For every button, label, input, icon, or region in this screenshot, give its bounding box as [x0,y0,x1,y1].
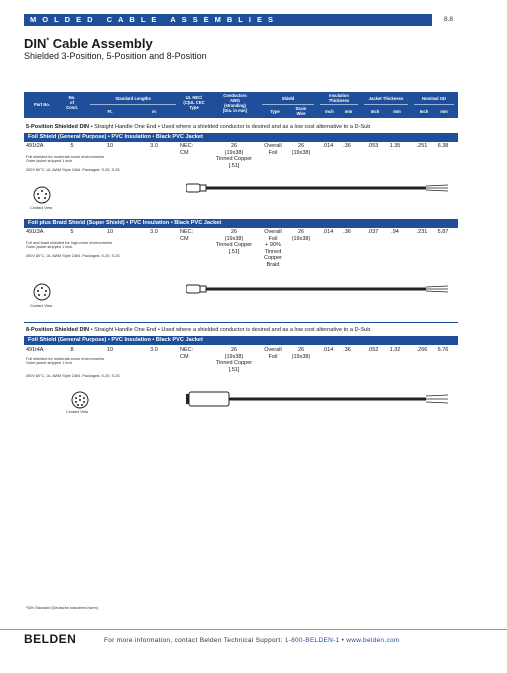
page-subtitle: Shielded 3-Position, 5-Position and 8-Position [24,51,207,61]
col-od-mm: mm [440,109,448,114]
contact-view-icon [32,185,52,205]
col-ins-mm: mm [344,109,353,114]
col-conductors: Conductors AWG (stranding) [Dia. in mm] [223,93,247,113]
col-insulation: Insulation Thickness [328,93,350,103]
table-row: 491t2A 5 10 3.0 NEC: CM 26 (19x38) Tinned Copper [.51] Overall Foil 26 (19x38) .014 .36 .053 1.35 .251 6.38 Foil shielded for moderate-noise environments. Outer jacket stripped 1 inch. 300V 80°C, UL AWM Style 2464. Packaged: S-25, S-25 [26,143,449,172]
section-note-8pos: 8-Position Shielded DIN • Straight Handle One End • Used where a shielded conductor is desired and as a low cost alternative to a D-Sub [26,327,371,333]
table-header [24,92,458,118]
contact-view-label: Contact View [30,304,53,308]
footer-contact: For more information, contact Belden Technical Support: 1-800-BELDEN-1 • www.belden.com [104,637,400,644]
col-ins-inch: Inch [325,109,334,114]
contact-view-icon [32,282,52,302]
contact-view-label: Contact View [30,206,53,210]
website-link[interactable]: www.belden.com [346,637,400,644]
col-jk-mm: mm [393,109,401,114]
col-m: m [152,109,156,114]
product-bar: Foil Shield (General Purpose) • PVC Insulation • Black PVC Jacket [24,133,458,142]
phone-link[interactable]: 1-800-BELDEN-1 [284,637,340,644]
col-no-of-cond: No. of Cond. [66,95,78,110]
product-bar: Foil plus Braid Shield (Super Shield) • PVC Insulation • Black PVC Jacket [24,219,458,228]
divider [24,322,458,323]
contact-view-label: Contact View [66,410,89,414]
table-row: 491t3A 5 10 3.0 NEC: CM 26 (19x38) Tinned Copper [.51] Overall Foil + 90% Tinned Copper Braid 26 (19x38) .014 .36 .037 .94 .231 5.87 Foil and braid shielded for high-noise environments. Outer jacket stripped 1 inch. 300V 80°C, UL AWM Style 2464. Packaged: S-25, S-25 [26,229,449,268]
footnote: *DIN Standard (Deutsche Industries Norm) [26,606,98,610]
col-ft: Ft. [107,109,113,114]
col-shield-type: Type [270,109,280,114]
col-jk-inch: Inch [370,109,380,114]
col-standard-lengths: Standard Lengths [115,96,151,101]
col-shield: Shield [281,96,295,101]
page-number: 8.8 [444,16,454,23]
page-title: DIN* Cable Assembly [24,36,153,51]
section-note-5pos: 5-Position Shielded DIN • Straight Handle One End • Used where a shielded conductor is desired and as a low cost alternative to a D-Sub [26,124,371,130]
cable-illustration [186,281,456,297]
product-bar: Foil Shield (General Purpose) • PVC Insulation • Black PVC Jacket [24,336,458,345]
col-od-inch: Inch [419,109,429,114]
table-row: 491t4A 8 10 3.0 NEC: CM 26 (19x38) Tinned Copper [.51] Overall Foil 26 (19x38) .014 .36 .052 1.32 .266 6.76 Foil shielded for moderate-noise environments. Outer jacket stripped 1 inch. 300V 80°C, UL AWM Style 2464. Packaged: S-25, S-25 [26,347,449,378]
col-jacket: Jacket Thickness [368,96,404,101]
cable-illustration [186,387,456,411]
col-drain-wire: Drain Wire [295,106,307,116]
col-part-no: Part No. [33,102,51,107]
contact-view-icon [70,390,90,410]
col-nominal-od: Nominal OD [422,96,446,101]
cable-illustration [186,180,456,196]
belden-logo: BELDEN [24,632,77,646]
col-ul-type: UL NEC/ (C)UL CEC Type [183,95,205,110]
footer-divider [0,629,507,630]
section-header-title: MOLDED CABLE ASSEMBLIES [30,15,279,24]
